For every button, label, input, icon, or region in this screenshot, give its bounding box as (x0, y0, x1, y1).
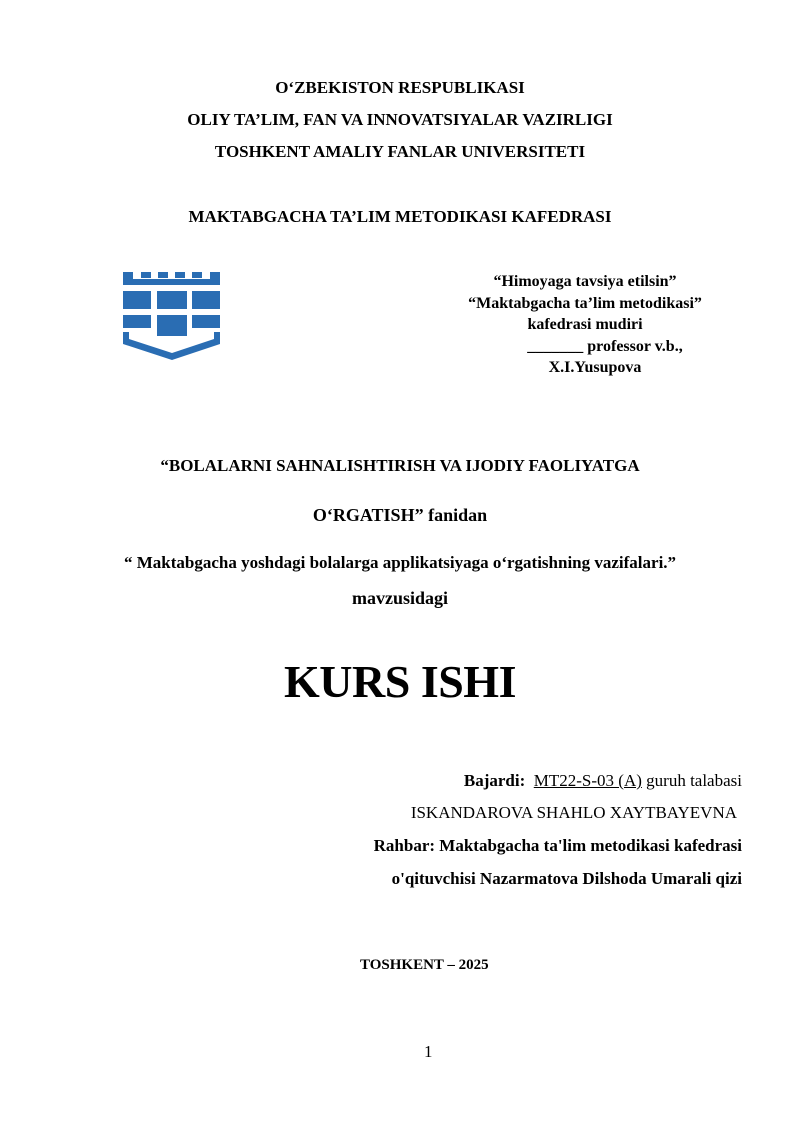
header-ministry: OLIY TA’LIM, FAN VA INNOVATSIYALAR VAZIRLIGI (187, 110, 613, 129)
author-group-suffix: guruh talabasi (646, 771, 742, 790)
header-university: TOSHKENT AMALIY FANLAR UNIVERSITETI (214, 142, 586, 161)
author-name: ISKANDAROVA SHAHLO XAYTBAYEVNA (410, 803, 737, 822)
city-year: TOSHKENT – 2025 (360, 957, 489, 973)
approval-line-2: “Maktabgacha ta’lim metodikasi” (468, 294, 702, 312)
university-shield-logo-icon (122, 272, 222, 362)
topic-line-2: mavzusidagi (351, 588, 448, 608)
approval-signature-line: _______ professor v.b., (527, 337, 683, 355)
approval-head-name: X.I.Yusupova (548, 359, 642, 376)
supervisor-line-2: o'qituvchisi Nazarmatova Dilshoda Umarali qizi (391, 869, 742, 888)
topic-line-1: “ Maktabgacha yoshdagi bolalarga applikatsiyaga o‘rgatishning vazifalari.” (123, 553, 677, 572)
header-country: O‘ZBEKISTON RESPUBLIKASI (275, 78, 525, 97)
subject-line-1: “BOLALARNI SAHNALISHTIRISH VA IJODIY FAOLIYATGA (160, 456, 640, 475)
author-group: MT22-S-03 (A) (533, 771, 642, 790)
supervisor-line-1: Rahbar: Maktabgacha ta'lim metodikasi kafedrasi (373, 836, 742, 855)
approval-line-3: kafedrasi mudiri (527, 316, 643, 333)
page-number: 1 (424, 1042, 433, 1061)
document-title: KURS ISHI (284, 656, 516, 707)
subject-line-2: O‘RGATISH” fanidan (312, 505, 488, 525)
approval-line-1: “Himoyaga tavsiya etilsin” (493, 273, 677, 290)
author-label: Bajardi: (463, 771, 526, 790)
author-line (464, 771, 742, 791)
approval-block (440, 271, 730, 379)
header-department: MAKTABGACHA TA’LIM METODIKASI KAFEDRASI (188, 207, 612, 226)
